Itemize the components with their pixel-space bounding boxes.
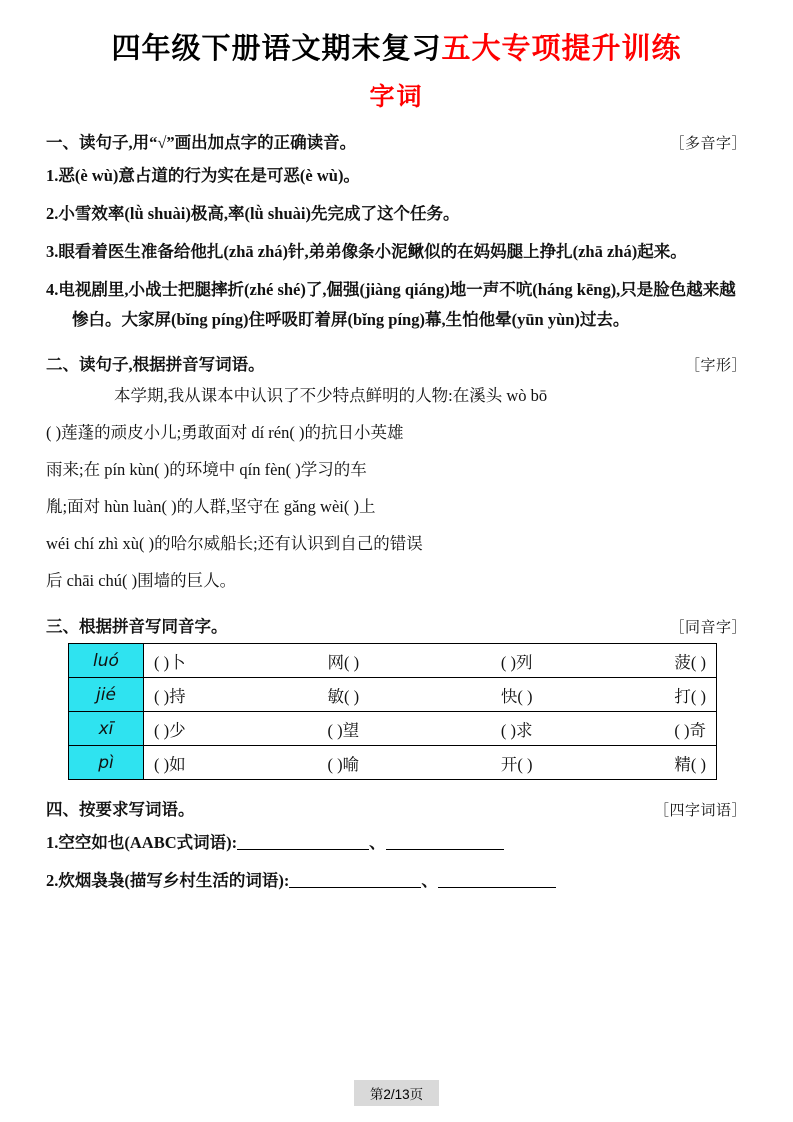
- answer-blank[interactable]: ( )奇: [674, 720, 706, 740]
- section-4-tag: ［四字词语］: [653, 803, 747, 819]
- answer-line[interactable]: [438, 870, 556, 888]
- answer-blank[interactable]: ( )喻: [327, 754, 360, 774]
- table-row: [69, 746, 717, 780]
- question-1-1-text: 1.恶(è wù)意占道的行为实在是可恶(è wù)。: [46, 166, 360, 185]
- answer-line[interactable]: [237, 832, 369, 850]
- answer-cells[interactable]: [144, 644, 717, 678]
- section-heading-4: [46, 796, 747, 820]
- question-1-2-text: 2.小雪效率(lǜ shuài)极高,率(lǜ shuài)先完成了这个任务。: [46, 204, 460, 223]
- question-4-1-num: 1.: [46, 833, 59, 852]
- page-number: 第2/13页: [354, 1080, 439, 1106]
- page-footer: [0, 1080, 793, 1106]
- section-2-tag: ［字形］: [684, 358, 747, 374]
- title-red-part: 五大专项提升训练: [441, 33, 682, 65]
- answer-cells[interactable]: [144, 746, 717, 780]
- question-4-2-text: 炊烟袅袅(描写乡村生活的词语):: [58, 871, 290, 890]
- section-heading-3: [46, 613, 747, 637]
- answer-blank[interactable]: ( )卜: [154, 652, 186, 672]
- question-1-3: [46, 237, 747, 267]
- section-2-line-5: wéi chí zhì xù( )的哈尔威船长;还有认识到自己的错误: [46, 534, 423, 553]
- pinyin-cell: pì: [69, 746, 144, 780]
- answer-blank[interactable]: ( )少: [154, 720, 186, 740]
- section-heading-2: [46, 351, 747, 375]
- answer-blank[interactable]: 快( ): [500, 686, 533, 706]
- section-2-line-2: ( )莲蓬的顽皮小儿;勇敢面对 dí rén( )的抗日小英雄: [46, 423, 404, 442]
- answer-blank[interactable]: ( )列: [500, 652, 533, 672]
- section-heading-1: [46, 129, 747, 153]
- answer-blank[interactable]: ( )如: [154, 754, 186, 774]
- answer-blank[interactable]: 开( ): [500, 754, 533, 774]
- section-3-title: 三、根据拼音写同音字。: [46, 617, 228, 636]
- title-black-part: 四年级下册语文期末复习: [111, 33, 442, 65]
- question-4-2-num: 2.: [46, 871, 59, 890]
- pinyin-cell: xī: [69, 712, 144, 746]
- section-2-line-3: 雨来;在 pín kùn( )的环境中 qín fèn( )学习的车: [46, 460, 367, 479]
- answer-blank[interactable]: 敏( ): [327, 686, 360, 706]
- homophone-table: [68, 643, 717, 780]
- answer-cells[interactable]: [144, 678, 717, 712]
- pinyin-cell: luó: [69, 644, 144, 678]
- section-2-line-1: 本学期,我从课本中认识了不少特点鲜明的人物:在溪头 wò bō: [114, 386, 548, 405]
- section-1-tag: ［多音字］: [669, 136, 747, 152]
- answer-blank[interactable]: 精( ): [674, 754, 706, 774]
- answer-line[interactable]: [386, 832, 504, 850]
- section-4-title: 四、按要求写词语。: [46, 800, 195, 819]
- answer-blank[interactable]: ( )望: [327, 720, 360, 740]
- question-1-4: [46, 275, 747, 335]
- answer-blank[interactable]: ( )求: [500, 720, 533, 740]
- answer-cells[interactable]: [144, 712, 717, 746]
- question-1-3-text: 3.眼看着医生准备给他扎(zhā zhá)针,弟弟像条小泥鳅似的在妈妈腿上挣扎(zhā zhá)起来。: [46, 242, 687, 261]
- question-4-1: 1.空空如也(AABC式词语): 、: [46, 828, 747, 858]
- answer-blank[interactable]: 网( ): [327, 652, 360, 672]
- question-4-1-text: 空空如也(AABC式词语):: [58, 833, 238, 852]
- table-row: [69, 712, 717, 746]
- section-2-line-4: 胤;面对 hùn luàn( )的人群,坚守在 gǎng wèi( )上: [46, 497, 376, 516]
- question-1-2: [46, 199, 747, 229]
- answer-blank[interactable]: 打( ): [674, 686, 706, 706]
- section-3-tag: ［同音字］: [669, 620, 747, 636]
- table-row: [69, 678, 717, 712]
- pinyin-cell: jié: [69, 678, 144, 712]
- table-row: [69, 644, 717, 678]
- answer-blank[interactable]: ( )持: [154, 686, 186, 706]
- answer-blank[interactable]: 菠( ): [674, 652, 706, 672]
- page-title: [46, 26, 747, 67]
- answer-line[interactable]: [289, 870, 421, 888]
- page-subtitle: 字词: [369, 84, 424, 111]
- question-1-1: [46, 161, 747, 191]
- section-2-title: 二、读句子,根据拼音写词语。: [46, 355, 265, 374]
- question-4-2: 2.炊烟袅袅(描写乡村生活的词语): 、: [46, 866, 747, 896]
- section-1-title: 一、读句子,用“√”画出加点字的正确读音。: [46, 133, 357, 152]
- question-1-4-text: 4.电视剧里,小战士把腿摔折(zhé shé)了,倔强(jiàng qiáng)地一声不吭(háng kēng),只是脸色越来越惨白。大家屏(bǐng píng)住呼吸盯着屏(bǐng píng)幕,生怕他晕(yūn yùn)过去。: [46, 280, 736, 329]
- section-2-line-6: 后 chāi chú( )围墙的巨人。: [46, 571, 237, 590]
